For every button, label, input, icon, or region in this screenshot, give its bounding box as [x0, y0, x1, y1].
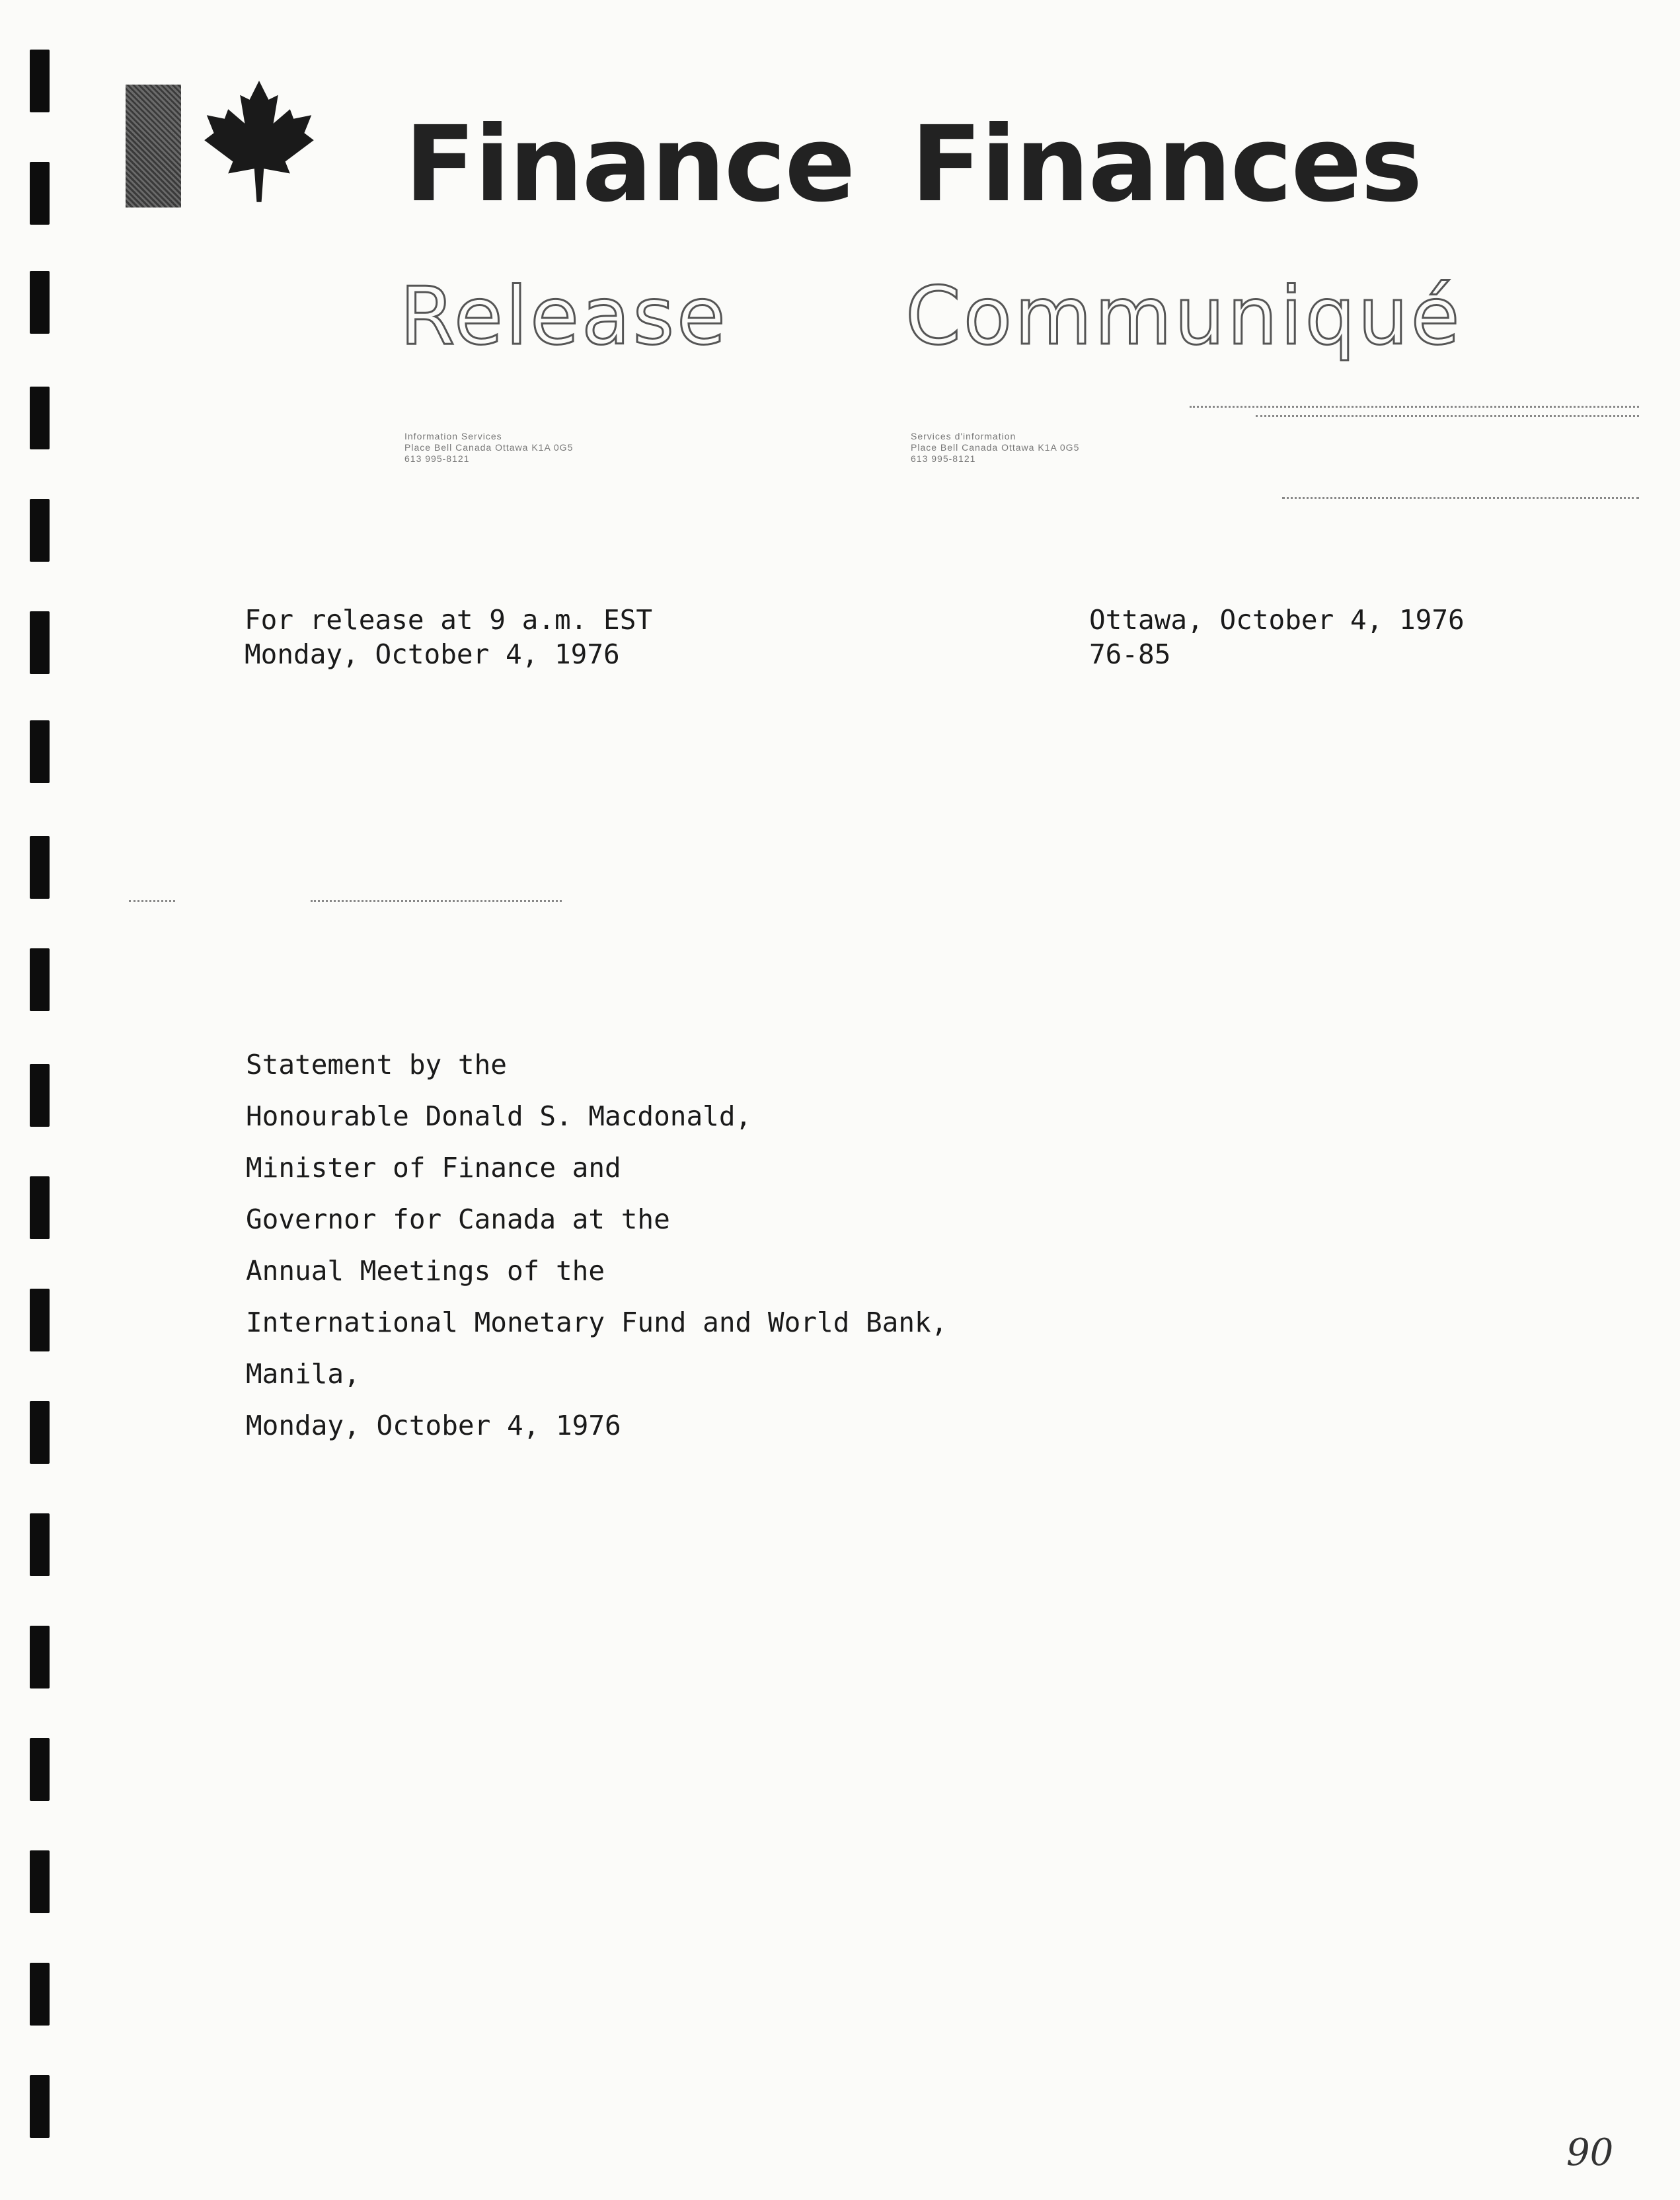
binder-hole — [30, 1401, 50, 1464]
header-rule — [1256, 415, 1639, 417]
statement-line: Statement by the — [246, 1049, 507, 1081]
release-time: For release at 9 a.m. EST — [245, 604, 653, 636]
binder-hole — [30, 1738, 50, 1801]
fine-print-line: Information Services — [404, 431, 502, 441]
binder-hole — [30, 948, 50, 1011]
statement-line: Monday, October 4, 1976 — [246, 1410, 621, 1441]
fine-print-english — [404, 431, 573, 465]
binder-hole — [30, 162, 50, 225]
statement-line: Honourable Donald S. Macdonald, — [246, 1100, 752, 1132]
dateline-place-date: Ottawa, October 4, 1976 — [1089, 604, 1465, 636]
fine-print-line: Place Bell Canada Ottawa K1A 0G5 — [911, 442, 1080, 453]
binder-hole — [30, 611, 50, 674]
binder-hole — [30, 50, 50, 112]
binder-hole — [30, 271, 50, 334]
release-title-french: Communiqué — [905, 271, 1463, 363]
dateline — [1089, 603, 1465, 671]
handwritten-page-mark: 90 — [1566, 2131, 1614, 2174]
divider-rule — [311, 900, 562, 902]
binder-hole — [30, 387, 50, 449]
wordmark-english: Finance — [404, 104, 855, 225]
maple-leaf-icon — [200, 78, 319, 204]
release-date: Monday, October 4, 1976 — [245, 638, 620, 670]
fine-print-line: Services d'information — [911, 431, 1016, 441]
binder-hole — [30, 1064, 50, 1127]
release-title-english: Release — [400, 271, 728, 363]
fine-print-line: Place Bell Canada Ottawa K1A 0G5 — [404, 442, 574, 453]
divider-rule — [129, 900, 175, 902]
header-rule — [1190, 406, 1639, 408]
statement-line: Minister of Finance and — [246, 1152, 621, 1184]
release-info — [245, 603, 652, 671]
binder-hole — [30, 2075, 50, 2138]
binder-hole — [30, 1963, 50, 2026]
binder-hole — [30, 836, 50, 899]
fine-print-french — [911, 431, 1079, 465]
binder-hole — [30, 1513, 50, 1576]
statement-line: Annual Meetings of the — [246, 1255, 605, 1287]
header-rule — [1282, 497, 1639, 499]
release-number: 76-85 — [1089, 638, 1171, 670]
wordmark-french: Finances — [911, 104, 1422, 225]
binder-hole — [30, 1176, 50, 1239]
statement-block — [246, 1047, 947, 1460]
binder-hole — [30, 1289, 50, 1351]
binder-hole — [30, 720, 50, 783]
statement-line: Governor for Canada at the — [246, 1203, 670, 1235]
fine-print-line: 613 995-8121 — [911, 453, 976, 464]
binder-hole — [30, 1850, 50, 1913]
binder-hole — [30, 499, 50, 562]
fine-print-line: 613 995-8121 — [404, 453, 470, 464]
statement-line: Manila, — [246, 1358, 360, 1390]
flag-bar-logo — [126, 85, 181, 208]
binder-hole — [30, 1626, 50, 1688]
statement-line: International Monetary Fund and World Bank, — [246, 1307, 948, 1338]
